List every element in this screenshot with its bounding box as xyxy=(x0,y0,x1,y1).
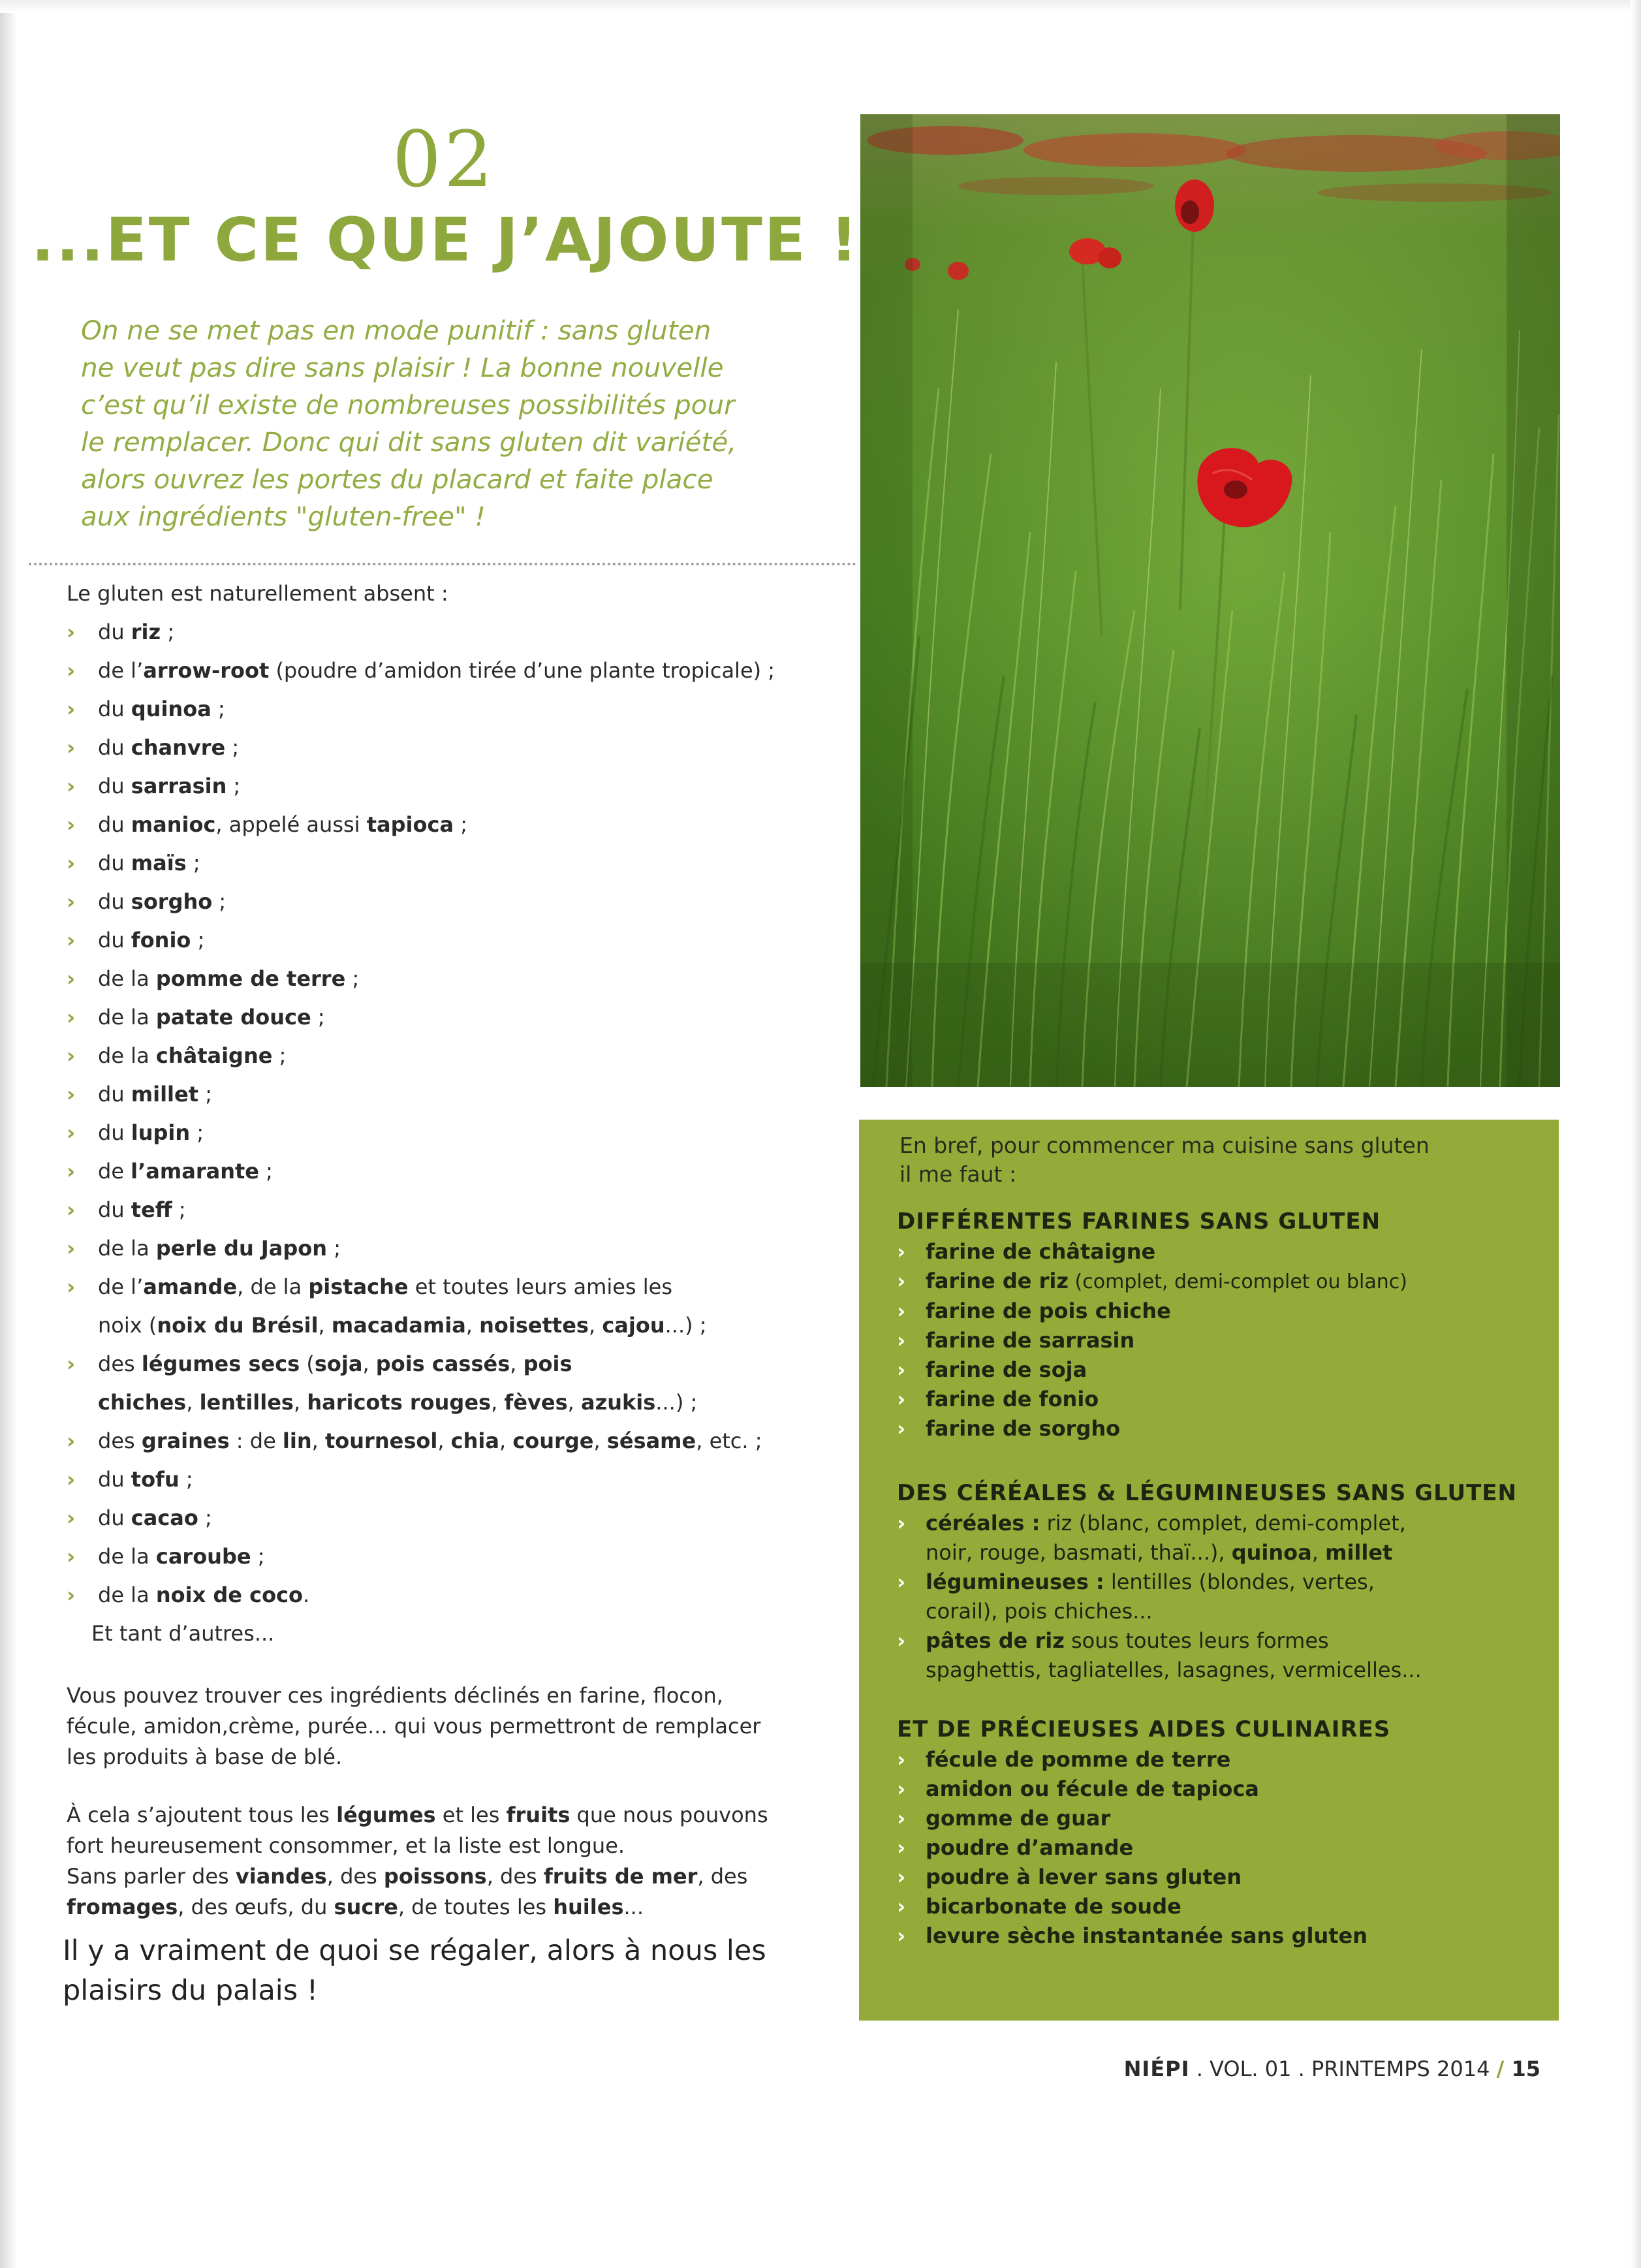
list-item: › poudre à lever sans gluten xyxy=(897,1863,1543,1892)
page-top-shadow xyxy=(0,0,1641,13)
chevron-icon: › xyxy=(67,620,76,644)
intro-line: alors ouvrez les portes du placard et faite place xyxy=(81,464,713,495)
list-item: › poudre d’amande xyxy=(897,1833,1543,1863)
list-item: › gomme de guar xyxy=(897,1804,1543,1833)
list-item: › farine de sarrasin xyxy=(897,1326,1543,1355)
chevron-icon: › xyxy=(67,1544,76,1569)
list-item: › de la noix de coco. xyxy=(67,1576,869,1614)
list-item: › du teff ; xyxy=(67,1191,869,1229)
list-item: › de la châtaigne ; xyxy=(67,1037,869,1075)
list-item: › du tofu ; xyxy=(67,1460,869,1499)
chevron-icon: › xyxy=(67,1274,76,1299)
chevron-icon: › xyxy=(67,1351,76,1376)
chevron-icon: › xyxy=(897,1416,906,1441)
list-item: › farine de pois chiche xyxy=(897,1297,1543,1326)
list-item: › du lupin ; xyxy=(67,1114,869,1152)
intro-paragraph xyxy=(81,312,864,535)
list-item: › du fonio ; xyxy=(67,921,869,960)
paragraph-line: Vous pouvez trouver ces ingrédients déclinés en farine, flocon, xyxy=(67,1683,723,1708)
closing-line: Il y a vraiment de quoi se régaler, alors à nous les xyxy=(63,1934,766,1967)
list-item-legumes: › des légumes secs (soja, pois cassés, pois chiches, lentilles, haricots rouges, fèves, azukis...) ; xyxy=(67,1345,869,1422)
list-item-nuts: › de l’amande, de la pistache et toutes leurs amies les noix (noix du Brésil, macadamia, noisettes, cajou...) ; xyxy=(67,1268,869,1345)
list-item: › de la patate douce ; xyxy=(67,998,869,1037)
chevron-icon: › xyxy=(67,1082,76,1107)
list-item: › pâtes de riz sous toutes leurs formes spaghettis, tagliatelles, lasagnes, vermicelles... xyxy=(897,1626,1543,1685)
list-item: › farine de soja xyxy=(897,1355,1543,1385)
list-item: › de la pomme de terre ; xyxy=(67,960,869,998)
summary-box xyxy=(859,1120,1559,2021)
chevron-icon: › xyxy=(67,774,76,798)
list-item: › légumineuses : lentilles (blondes, vertes, corail), pois chiches... xyxy=(897,1567,1543,1626)
chevron-icon: › xyxy=(67,928,76,953)
list-item: › levure sèche instantanée sans gluten xyxy=(897,1921,1543,1951)
list-item: › du riz ; xyxy=(67,613,869,652)
chevron-icon: › xyxy=(67,1159,76,1184)
list-item: › bicarbonate de soude xyxy=(897,1892,1543,1921)
poppy-flower xyxy=(1175,180,1214,232)
chevron-icon: › xyxy=(897,1628,906,1653)
closing-line: plaisirs du palais ! xyxy=(63,1974,319,2007)
poppy-field-photo xyxy=(860,114,1560,1087)
chevron-icon: › xyxy=(897,1569,906,1594)
paragraph-ingredients-forms xyxy=(67,1680,869,1772)
chevron-icon: › xyxy=(67,1005,76,1030)
chevron-icon: › xyxy=(67,1583,76,1607)
list-item: › de la caroube ; xyxy=(67,1537,869,1576)
flours-section xyxy=(897,1206,1543,1443)
intro-line: c’est qu’il existe de nombreuses possibilités pour xyxy=(81,389,735,420)
footer-separator: / xyxy=(1496,2056,1505,2081)
chevron-icon: › xyxy=(897,1511,906,1536)
chevron-icon: › xyxy=(67,966,76,991)
section-title: ...ET CE QUE J’AJOUTE ! xyxy=(31,205,860,275)
intro-line: ne veut pas dire sans plaisir ! La bonne nouvelle xyxy=(81,352,724,383)
chevron-icon: › xyxy=(897,1894,906,1919)
list-item-seeds: › des graines : de lin, tournesol, chia, courge, sésame, etc. ; xyxy=(67,1422,869,1460)
paragraph-line: À cela s’ajoutent tous les légumes et les fruits que nous pouvons xyxy=(67,1803,768,1827)
chevron-icon: › xyxy=(67,851,76,875)
paragraph-line: fromages, des œufs, du sucre, de toutes les huiles... xyxy=(67,1895,644,1919)
dotted-divider xyxy=(29,563,856,565)
chevron-icon: › xyxy=(67,1120,76,1145)
list-item: › farine de châtaigne xyxy=(897,1237,1543,1267)
aids-heading: ET DE PRÉCIEUSES AIDES CULINAIRES xyxy=(897,1716,1391,1742)
magazine-name: NIÉPI xyxy=(1123,2056,1190,2081)
chevron-icon: › xyxy=(897,1239,906,1264)
paragraph-line: fort heureusement consommer, et la liste est longue. xyxy=(67,1833,625,1858)
chevron-icon: › xyxy=(67,697,76,721)
chevron-icon: › xyxy=(67,658,76,683)
paragraph-line: Sans parler des viandes, des poissons, des fruits de mer, des xyxy=(67,1864,748,1889)
list-item: › de la perle du Japon ; xyxy=(67,1229,869,1268)
chevron-icon: › xyxy=(67,1043,76,1068)
chevron-icon: › xyxy=(897,1776,906,1801)
aids-section xyxy=(897,1714,1543,1951)
chevron-icon: › xyxy=(897,1806,906,1831)
chevron-icon: › xyxy=(897,1299,906,1323)
chevron-icon: › xyxy=(897,1923,906,1948)
and-more-text: Et tant d’autres... xyxy=(91,1621,275,1646)
page-number: 15 xyxy=(1504,2056,1540,2081)
page-footer xyxy=(1097,2056,1540,2081)
chevron-icon: › xyxy=(67,1505,76,1530)
issue-info: . VOL. 01 . PRINTEMPS 2014 xyxy=(1189,2056,1497,2081)
list-item: › farine de sorgho xyxy=(897,1414,1543,1443)
chevron-icon: › xyxy=(897,1835,906,1860)
aids-list xyxy=(897,1745,1543,1951)
paragraph-other-foods xyxy=(67,1800,869,1923)
box-intro-line: il me faut : xyxy=(899,1161,1017,1187)
list-item: › du sarrasin ; xyxy=(67,767,869,806)
list-item: › farine de riz (complet, demi-complet ou blanc) xyxy=(897,1267,1543,1297)
list-item: › du chanvre ; xyxy=(67,729,869,767)
chevron-icon: › xyxy=(67,1197,76,1222)
list-item: › de l’arrow-root (poudre d’amidon tirée d’une plante tropicale) ; xyxy=(67,652,869,690)
chevron-icon: › xyxy=(67,1236,76,1261)
intro-line: On ne se met pas en mode punitif : sans gluten xyxy=(81,315,711,346)
cereals-list xyxy=(897,1509,1543,1685)
list-item: › du manioc, appelé aussi tapioca ; xyxy=(67,806,869,844)
closing-statement xyxy=(63,1931,885,2011)
chevron-icon: › xyxy=(67,889,76,914)
chevron-icon: › xyxy=(67,1467,76,1492)
ingredient-list xyxy=(67,613,869,1614)
poppy-field-illustration xyxy=(860,114,1560,1087)
list-item: › du sorgho ; xyxy=(67,883,869,921)
chevron-icon: › xyxy=(897,1328,906,1353)
list-item: › farine de fonio xyxy=(897,1385,1543,1414)
ingredients-column xyxy=(67,575,869,1923)
section-number: 02 xyxy=(392,114,496,204)
flours-heading: DIFFÉRENTES FARINES SANS GLUTEN xyxy=(897,1208,1381,1235)
list-item: › du millet ; xyxy=(67,1075,869,1114)
list-item: › de l’amarante ; xyxy=(67,1152,869,1191)
list-lead: Le gluten est naturellement absent : xyxy=(67,581,448,606)
chevron-icon: › xyxy=(897,1357,906,1382)
intro-line: le remplacer. Donc qui dit sans gluten dit variété, xyxy=(81,426,737,458)
chevron-icon: › xyxy=(897,1387,906,1411)
page-edge-shadow xyxy=(0,0,17,2268)
chevron-icon: › xyxy=(897,1865,906,1889)
list-item: › amidon ou fécule de tapioca xyxy=(897,1774,1543,1804)
chevron-icon: › xyxy=(67,1428,76,1453)
list-item: › du quinoa ; xyxy=(67,690,869,729)
paragraph-line: fécule, amidon,crème, purée... qui vous permettront de remplacer xyxy=(67,1714,761,1739)
intro-line: aux ingrédients "gluten-free" ! xyxy=(81,501,486,532)
list-item: › du cacao ; xyxy=(67,1499,869,1537)
cereals-heading: DES CÉRÉALES & LÉGUMINEUSES SANS GLUTEN xyxy=(897,1480,1518,1506)
paragraph-line: les produits à base de blé. xyxy=(67,1744,343,1769)
list-item: › céréales : riz (blanc, complet, demi-complet, noir, rouge, basmati, thaï...), quinoa, millet xyxy=(897,1509,1543,1567)
chevron-icon: › xyxy=(897,1747,906,1772)
box-intro-line: En bref, pour commencer ma cuisine sans gluten xyxy=(899,1133,1430,1158)
chevron-icon: › xyxy=(897,1268,906,1293)
page-right-edge xyxy=(1631,0,1641,2268)
list-item: › fécule de pomme de terre xyxy=(897,1745,1543,1774)
list-item: › du maïs ; xyxy=(67,844,869,883)
chevron-icon: › xyxy=(67,735,76,760)
box-intro xyxy=(899,1131,1539,1189)
flours-list xyxy=(897,1237,1543,1443)
cereals-section xyxy=(897,1477,1543,1685)
chevron-icon: › xyxy=(67,812,76,837)
